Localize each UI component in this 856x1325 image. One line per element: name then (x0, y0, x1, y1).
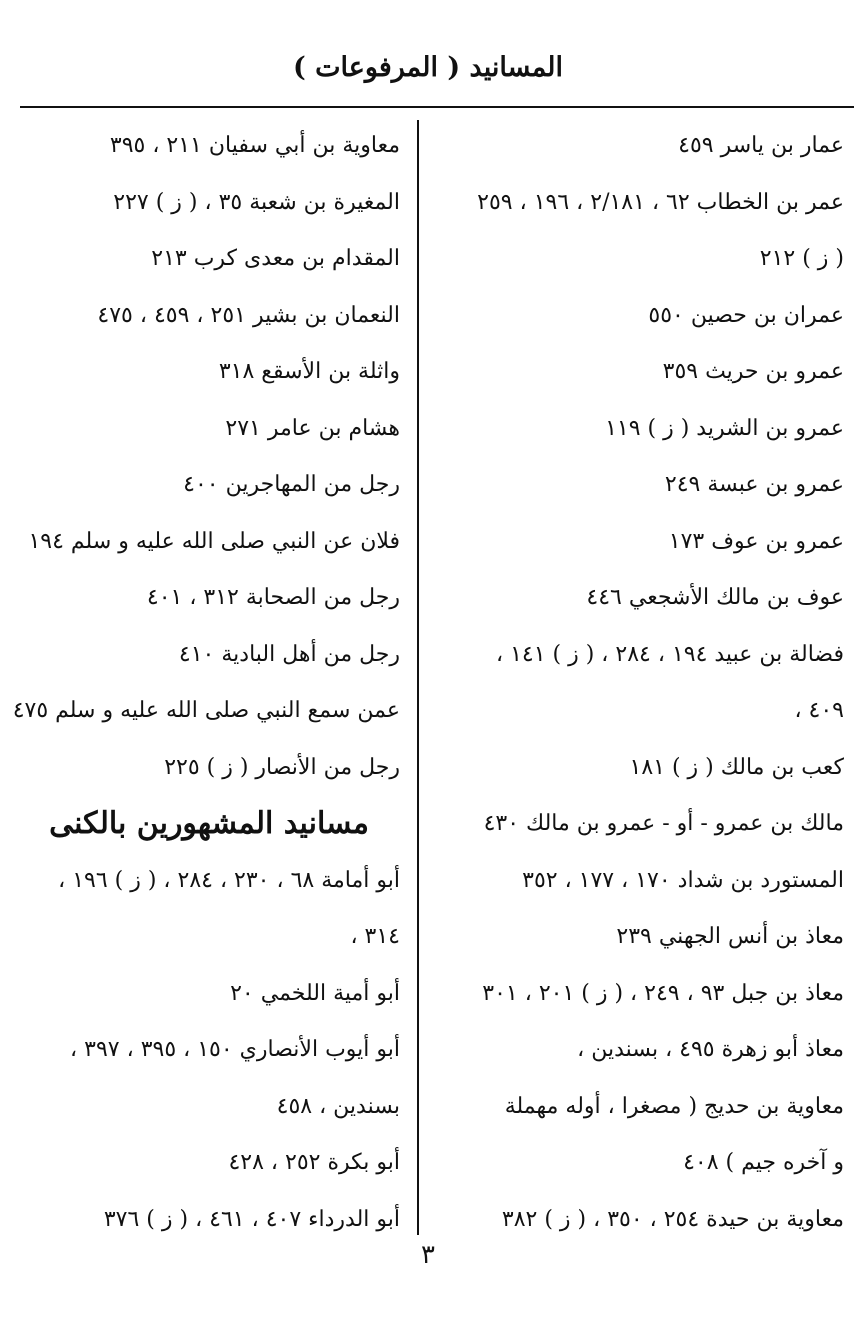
index-entry: أبو أمية اللخمي ٢٠ (230, 980, 400, 1006)
index-entry: رجل من أهل البادية ٤١٠ (178, 641, 400, 667)
index-entry: هشام بن عامر ٢٧١ (225, 415, 400, 441)
section-heading: مسانيد المشهورين بالكنى (49, 806, 369, 841)
index-entry: معاوية بن حديج ( مصغرا ، أوله مهملة (504, 1093, 844, 1119)
index-entry: رجل من المهاجرين ٤٠٠ (183, 472, 400, 497)
index-entry: عمار بن ياسر ٤٥٩ (678, 133, 844, 158)
index-entry: أبو الدرداء ٤٠٧ ، ٤٦١ ، ( ز ) ٣٧٦ (103, 1206, 400, 1232)
header-rule (20, 106, 854, 108)
index-entry: رجل من الأنصار ( ز ) ٢٢٥ (164, 754, 400, 780)
index-entry: معاذ بن جبل ٩٣ ، ٢٤٩ ، ( ز ) ٢٠١ ، ٣٠١ (482, 980, 844, 1006)
index-entry: أبو بكرة ٢٥٢ ، ٤٢٨ (228, 1150, 400, 1175)
index-entry: فلان عن النبي صلى الله عليه و سلم ١٩٤ (28, 528, 400, 554)
index-entry: معاذ أبو زهرة ٤٩٥ ، بسندين ، (577, 1037, 844, 1062)
index-entry: معاوية بن حيدة ٢٥٤ ، ٣٥٠ ، ( ز ) ٣٨٢ (501, 1206, 844, 1232)
index-entry: كعب بن مالك ( ز ) ١٨١ (629, 754, 844, 780)
index-entry: المقدام بن معدى كرب ٢١٣ (151, 246, 400, 271)
index-entry: بسندين ، ٤٥٨ (276, 1093, 400, 1119)
index-entry: فضالة بن عبيد ١٩٤ ، ٢٨٤ ، ( ز ) ١٤١ ، (495, 641, 844, 667)
index-entry: أبو أيوب الأنصاري ١٥٠ ، ٣٩٥ ، ٣٩٧ ، (70, 1037, 400, 1062)
index-entry: عمر بن الخطاب ٦٢ ، ٢/١٨١ ، ١٩٦ ، ٢٥٩ (477, 189, 844, 215)
index-entry: عمرو بن عوف ١٧٣ (668, 528, 844, 554)
index-entry: عمرو بن عبسة ٢٤٩ (664, 472, 844, 497)
index-entry: أبو أمامة ٦٨ ، ٢٣٠ ، ٢٨٤ ، ( ز ) ١٩٦ ، (58, 867, 400, 893)
index-entry: عوف بن مالك الأشجعي ٤٤٦ (586, 585, 844, 610)
index-entry: معاذ بن أنس الجهني ٢٣٩ (616, 924, 844, 949)
index-entry: عمرو بن حريث ٣٥٩ (662, 359, 844, 384)
index-entry: معاوية بن أبي سفيان ٢١١ ، ٣٩٥ (109, 133, 400, 158)
index-entry: ( ز ) ٢١٢ (759, 246, 844, 271)
index-entry: المغيرة بن شعبة ٣٥ ، ( ز ) ٢٢٧ (113, 189, 400, 215)
index-entry: واثلة بن الأسقع ٣١٨ (218, 359, 400, 384)
index-entry: ٤٠٩ ، (794, 698, 844, 723)
index-entry: المستورد بن شداد ١٧٠ ، ١٧٧ ، ٣٥٢ (522, 867, 844, 893)
index-entry: النعمان بن بشير ٢٥١ ، ٤٥٩ ، ٤٧٥ (97, 302, 400, 328)
index-entry: عمن سمع النبي صلى الله عليه و سلم ٤٧٥ (12, 698, 400, 723)
index-entry: و آخره جيم ) ٤٠٨ (683, 1150, 844, 1175)
left-column (12, 118, 400, 1248)
index-entry: مالك بن عمرو - أو - عمرو بن مالك ٤٣٠ (483, 811, 844, 836)
column-divider (417, 120, 419, 1235)
index-entry: عمرو بن الشريد ( ز ) ١١٩ (605, 415, 844, 441)
page-number: ٣ (421, 1240, 435, 1270)
page-header-title: المسانيد ( المرفوعات ) (292, 52, 564, 83)
index-entry: رجل من الصحابة ٣١٢ ، ٤٠١ (146, 585, 400, 610)
index-entry: ٣١٤ ، (350, 924, 400, 949)
right-column (432, 118, 844, 1248)
index-entry: عمران بن حصين ٥٥٠ (648, 302, 844, 328)
